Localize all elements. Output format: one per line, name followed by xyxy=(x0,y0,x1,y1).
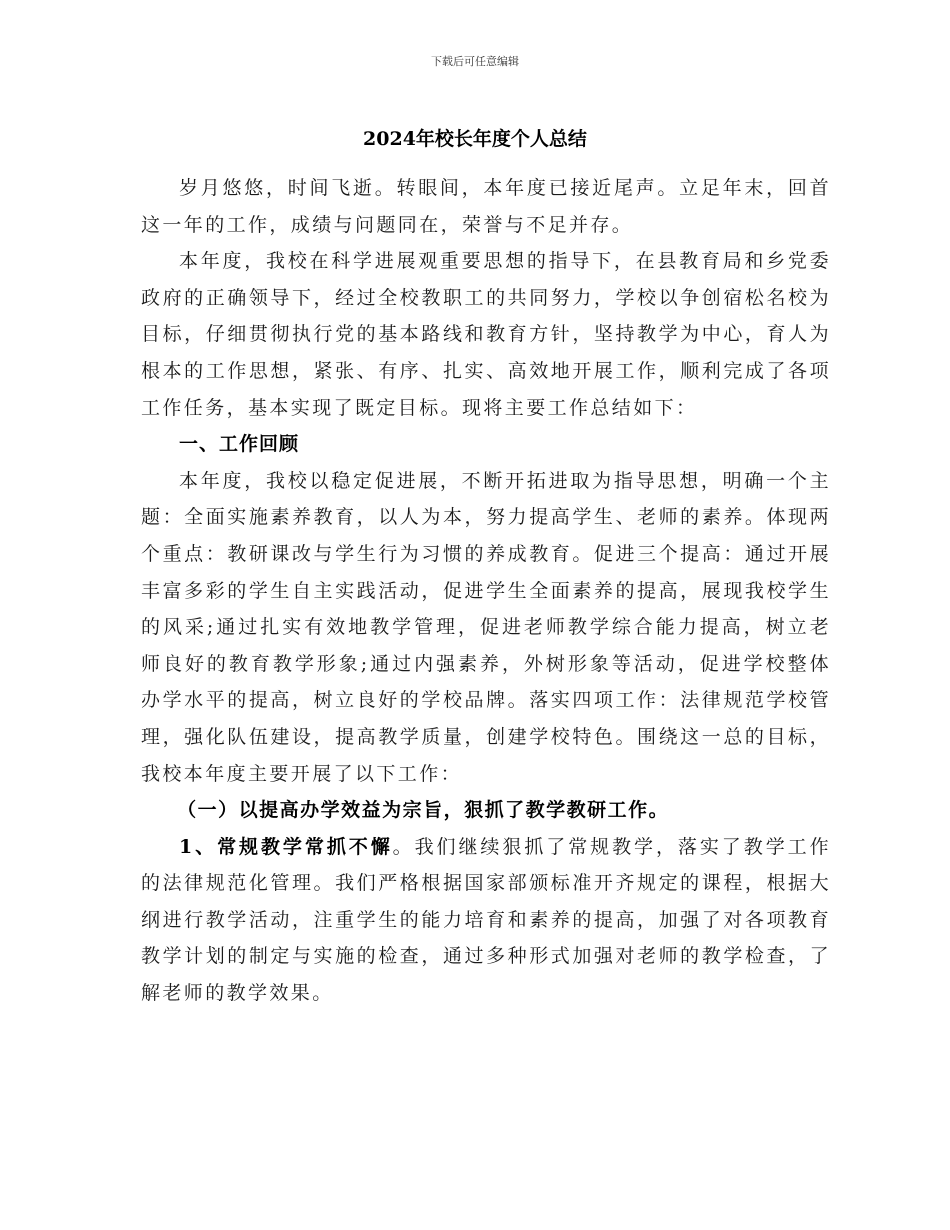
overview-paragraph: 本年度，我校在科学进展观重要思想的指导下，在县教育局和乡党委政府的正确领导下，经过全校教职工的共同努力，学校以争创宿松名校为目标，仔细贯彻执行党的基本路线和教育方针，坚持教学为中心，育人为根本的工作思想，紧张、有序、扎实、高效地开展工作，顺利完成了各项工作任务，基本实现了既定目标。现将主要工作总结如下： xyxy=(141,250,831,419)
intro-paragraph: 岁月悠悠，时间飞逝。转眼间，本年度已接近尾声。立足年末，回首这一年的工作，成绩与问题同在，荣誉与不足并存。 xyxy=(141,177,831,236)
section-heading: 一、工作回顾 xyxy=(179,433,300,456)
document-title: 2024年校长年度个人总结 xyxy=(363,128,587,150)
item-paragraph xyxy=(141,829,831,1012)
item-text: 。我们继续狠抓了常规教学，落实了教学工作的法律规范化管理。我们严格根据国家部颁标准开齐规定的课程，根据大纲进行教学活动，注重学生的能力培育和素养的提高，加强了对各项教育教学计划的制定与实施的检查，通过多种形式加强对老师的教学检查，了解老师的教学效果。 xyxy=(141,835,831,1005)
download-note: 下载后可任意编辑 xyxy=(431,55,519,68)
subsection-heading: （一）以提高办学效益为宗旨，狠抓了教学教研工作。 xyxy=(177,799,670,822)
document-body xyxy=(141,170,831,1012)
item-lead: 1、常规教学常抓不懈 xyxy=(179,835,393,858)
section-paragraph: 本年度，我校以稳定促进展，不断开拓进取为指导思想，明确一个主题：全面实施素养教育，以人为本，努力提高学生、老师的素养。体现两个重点：教研课改与学生行为习惯的养成教育。促进三个提高：通过开展丰富多彩的学生自主实践活动，促进学生全面素养的提高，展现我校学生的风采;通过扎实有效地教学管理，促进老师教学综合能力提高，树立老师良好的教育教学形象;通过内强素养，外树形象等活动，促进学校整体办学水平的提高，树立良好的学校品牌。落实四项工作：法律规范学校管理，强化队伍建设，提高教学质量，创建学校特色。围绕这一总的目标，我校本年度主要开展了以下工作： xyxy=(141,469,831,785)
